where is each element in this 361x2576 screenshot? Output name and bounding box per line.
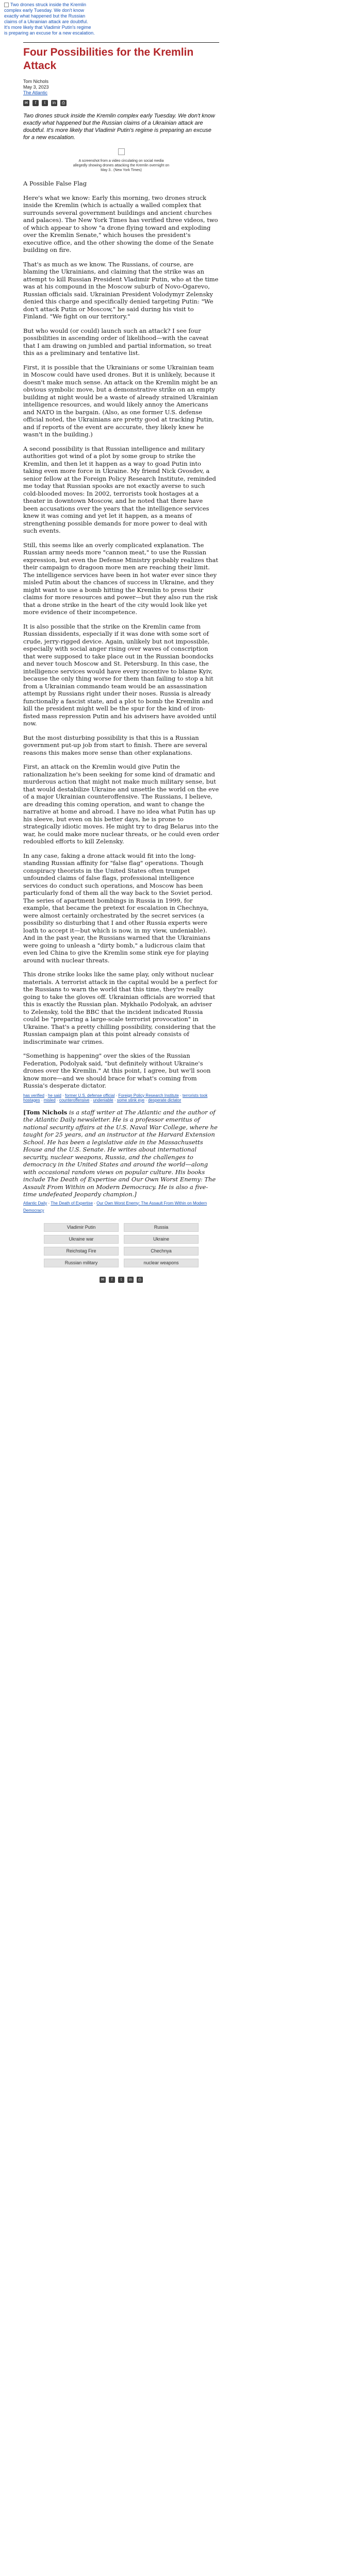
link-nyt-verified[interactable]: has verified — [23, 1093, 44, 1098]
share-row — [23, 100, 219, 106]
link-book-1[interactable]: The Death of Expertise — [51, 1200, 93, 1206]
tag-list — [44, 1223, 199, 1267]
link-misled[interactable]: misled — [43, 1097, 56, 1103]
link-stink-eye[interactable]: some stink eye — [117, 1097, 145, 1103]
paragraph-5: A second possibility is that Russian intelligence and military authorities got wind of a plot by some group to strike the Kremlin, and then let it happen as a way to goad Putin into taking even more force in Ukraine. My friend Nick Gvosdev, a senior fellow at the Foreign Policy Research Institute, reminded me today that Russian spooks are not exactly averse to such cold-blooded moves: In 2002, terrorists took hostages at a theater in downtown Moscow, and he noted that there have been accusations over the years that the intelligence services knew it was coming and yet let it happen, as a means of strengthening possible demands for more power to deal with such events. — [23, 445, 216, 534]
paragraph-2: That's as much as we know. The Russians, of course, are blaming the Ukrainians, and claiming that the strike was an attempt to kill Russian President Vladimir Putin, who at the time was at his compound in the Moscow suburb of Novo-Ogarevo, Russian officials said. Ukrainian President Volodymyr Zelensky denied this charge and specifically denied targeting Putin: "We don't attack Putin or Moscow," he said during his visit to Finland. "We fight on our territory." — [23, 260, 219, 320]
link-book-2[interactable]: Our Own Worst Enemy: The Assault From Within on Modern Democracy — [23, 1200, 207, 1213]
tag-item[interactable]: Ukraine war — [44, 1235, 119, 1244]
email-icon[interactable]: ✉ — [100, 1277, 106, 1283]
byline — [23, 79, 219, 96]
figure-image-placeholder — [118, 148, 125, 155]
paragraph-6: Still, this seems like an overly complicated explanation. The Russian army needs more "cannon meat," to use the Russian expression, but even the Defense Ministry probably realizes that their campaign to dragoon more men are reaching their limit. The intelligence services have been in hot water ever since they misled Putin about the chances of success in Ukraine, and they might want to use a bomb hitting the Kremlin to press their claims for more resources and power—but they also run the risk that a drone strike in the heart of the city would look like yet more evidence of their incompetence. — [23, 541, 218, 616]
article-body — [23, 180, 219, 1215]
source-link[interactable]: The Atlantic — [23, 90, 48, 95]
linkedin-icon[interactable]: in — [127, 1277, 134, 1283]
tag-item[interactable]: Reichstag Fire — [44, 1247, 119, 1256]
tag-item[interactable]: Vladimir Putin — [44, 1223, 119, 1232]
paragraph-10: In any case, faking a drone attack would fit into the long-standing Russian affinity for "false flag" operations. Though conspiracy theorists in the United States often trumpet unfounded claims of false flags, professional intelligence services do conduct such operations, and Moscow has been particularly fond of them all the way back to the Soviet period. The series of apartment bombings in Russia in 1999, for example, that became the pretext for escalation in Chechnya, were almost certainly orchestrated by the secret services (a possibility so disturbing that I and other Russia experts were loath to accept it—but which is now, in my view, undeniable). And in the past year, the Russians warned that the Ukrainians were going to unleash a "dirty bomb," a ludicrous claim that even led China to give the Kremlin some stink eye for playing around with nuclear threats. — [23, 852, 213, 964]
tag-item[interactable]: Russian military — [44, 1259, 119, 1267]
link-undeniable[interactable]: undeniable — [93, 1097, 113, 1103]
paragraph-12: "Something is happening" over the skies of the Russian Federation, Podolyak said, "but definitely without Ukraine's drones over the Kremlin." At this point, I agree, but we'll soon know more—and we should brace for what's coming from Russia's desperate dictator. — [23, 1052, 211, 1089]
twitter-icon[interactable]: t — [118, 1277, 124, 1283]
figure-caption: A screenshot from a video circulating on social media allegedly showing drones attacking the Kremlin overnight on May 3.. (New York Times) — [73, 159, 170, 172]
facebook-icon[interactable]: f — [32, 100, 39, 106]
broken-image-icon — [4, 3, 9, 7]
author-bio — [23, 1109, 219, 1215]
paragraph-7: It is also possible that the strike on the Kremlin came from Russian dissidents, especially if it was done with some sort of crude, jerry-rigged device. Again, unlikely but not impossible, especially with social anger rising over waves of conscription that were supposed to take place out in the Russian boondocks and never touch Moscow and St. Petersburg. In this case, the intelligence services would have every incentive to blame Kyiv, because the only thing worse for them than failing to stop a hit from a Ukrainian commando team would be an assassination attempt by Russians right under their noses. Russia is already functionally a fascist state, and a plot to bomb the Kremlin and kill the president might well be the spur for the kind of iron-fisted mass repression Putin and his advisers have avoided until now. — [23, 622, 217, 727]
linkedin-icon[interactable]: in — [51, 100, 57, 106]
print-icon[interactable]: ⎙ — [60, 100, 67, 106]
facebook-icon[interactable]: f — [109, 1277, 115, 1283]
link-newsletter[interactable]: Atlantic Daily — [23, 1200, 47, 1206]
tag-item[interactable]: Chechnya — [124, 1247, 199, 1256]
bio-text: is a staff writer at The Atlantic and the author of the Atlantic Daily newsletter. He is a professor emeritus of national security affairs at the U.S. Naval War College, where he taught for 25 years, and an instructor at the Harvard Extension School. He has been a legislative aide in the Massachusetts House and the U.S. Senate. He writes about international security, nuclear weapons, Russia, and the challenges to democracy in the United States and around the world—along with occasional random views on popular culture. His books include The Death of Expertise and Our Own Worst Enemy: The Assault From Within on Modern Democracy. He is also a five-time undefeated Jeopardy champion.] — [23, 1108, 218, 1198]
paragraph-11: This drone strike looks like the same play, only without nuclear materials. A terrorist attack in the capital would be a perfect for the Russians to warn the world that this time, they're really going to take the gloves off. Ukrainian officials are worried that this is exactly the Russian plan. Mykhailo Podolyak, an adviser to Zelensky, told the BBC that the incident indicated Russia could be "preparing a large-scale terrorist provocation" in Ukraine. That's a pretty chilling possibility, considering that the Russian campaign plan at this point already consists of indiscriminate war crimes. — [23, 971, 218, 1045]
paragraph-8: But the most disturbing possibility is that this is a Russian government put-up job from start to finish. There are several reasons this makes more sense than other explanations. — [23, 734, 207, 756]
link-counteroffensive[interactable]: counteroffensive — [59, 1097, 90, 1103]
preheader-text: Two drones struck inside the Kremlin complex early Tuesday. We don't know exactly what happened but the Russian claims of a Ukrainian attack are doubtful. It's more likely that Vladimir Putin's regime is preparing an excuse for a new escalation. — [4, 2, 95, 36]
preheader-image-alt[interactable] — [4, 2, 95, 36]
bottom-share-row — [23, 1277, 219, 1283]
link-former-official[interactable]: former U.S. defense official — [64, 1093, 115, 1098]
bio-name: [Tom Nichols — [23, 1108, 68, 1116]
paragraph-4: First, it is possible that the Ukrainians or some Ukrainian team in Moscow could have used drones. But it is unlikely, because it doesn't make much sense. An attack on the Kremlin might be an obvious symbolic move, but a demonstrative strike on an empty building at night would be a waste of already strained Ukrainian intelligence resources, and would likely annoy the Americans and NATO in the bargain. (Also, as one former U.S. defense official noted, the Ukrainians are pretty good at tracking Putin, and if reports of the event are accurate, they likely knew he wasn't in the building.) — [23, 363, 218, 438]
link-he-said[interactable]: he said — [48, 1093, 61, 1098]
link-desperate-dictator[interactable]: desperate dictator — [148, 1097, 182, 1103]
tag-item[interactable]: Ukraine — [124, 1235, 199, 1244]
tag-item[interactable]: nuclear weapons — [124, 1259, 199, 1267]
paragraph-3: But who would (or could) launch such an attack? I see four possibilities in ascending order of likelihood—with the caveat that I am drawing on jumbled and partial information, so treat this as a preliminary and tentative list. — [23, 327, 211, 357]
article-headline[interactable]: Four Possibilities for the Kremlin Attack — [23, 46, 194, 72]
publish-date: May 3, 2023 — [23, 84, 49, 90]
paragraph-1: Here's what we know: Early this morning, two drones struck inside the Kremlin (which is actually a walled complex that surrounds several government buildings and ancient churches and palaces). The New York Times has verified three videos, two of which appear to show "a drone flying toward and exploding over the Kremlin Senate," which houses the president's executive office, and the other showing the dome of the Senate building on fire. — [23, 194, 218, 253]
email-body — [23, 42, 219, 1290]
twitter-icon[interactable]: t — [42, 100, 48, 106]
section-label: A Possible False Flag — [23, 180, 87, 187]
bio-links: Atlantic Daily · The Death of Expertise · Our Own Worst Enemy: The Assault From Within on Modern Democracy — [23, 1200, 207, 1213]
article-figure — [23, 148, 219, 173]
link-fpri[interactable]: Foreign Policy Research Institute — [118, 1093, 179, 1098]
header-divider — [23, 42, 219, 43]
link-theater[interactable]: terrorists took hostages — [23, 1093, 208, 1103]
email-icon[interactable]: ✉ — [23, 100, 29, 106]
inline-links: has verified · he said · former U.S. defense official · Foreign Policy Research Institute · terrorists took hostages · misled · counteroffensive · undeniable · some stink eye · desperate dictator — [23, 1093, 208, 1103]
paragraph-9: First, an attack on the Kremlin would give Putin the rationalization he's been seeking for some kind of dramatic and murderous action that might not make much military sense, but that would destabilize Ukraine and unsettle the world on the eve of a major Ukrainian counteroffensive. The Russians, I believe, are dreading this coming operation, and want to change the narrative at home and abroad. I have no idea what Putin has up his sleeve, but even on his better days, he is prone to strategically idiotic moves. He might try to drag Belarus into the war, he could make more nuclear threats, or he could even order redoubled efforts to kill Zelensky. — [23, 763, 219, 845]
print-icon[interactable]: ⎙ — [137, 1277, 143, 1283]
author-name: Tom Nichols — [23, 79, 49, 84]
tag-item[interactable]: Russia — [124, 1223, 199, 1232]
article-dek: Two drones struck inside the Kremlin complex early Tuesday. We don't know exactly what happened but the Russian claims of a Ukrainian attack are doubtful. It's more likely that Vladimir Putin's regime is preparing an excuse for a new escalation. — [23, 113, 215, 141]
